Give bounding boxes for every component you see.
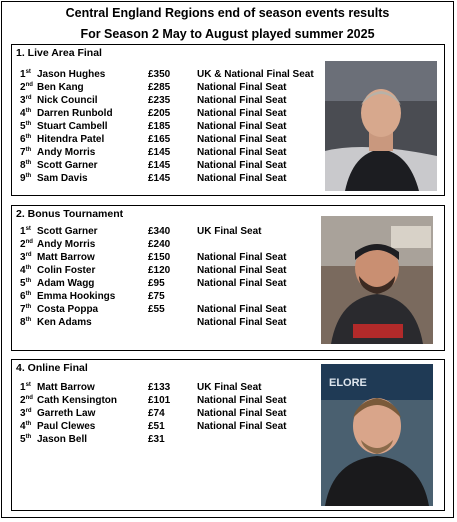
- sign-text: ELORE: [329, 377, 367, 389]
- placing-number: 1: [20, 226, 26, 237]
- placing-number: 5: [20, 278, 26, 289]
- seat-award: National Final Seat: [197, 134, 287, 145]
- placing-number: 1: [20, 382, 26, 393]
- placing-suffix: st: [25, 382, 31, 388]
- prize-amount: £185: [148, 121, 171, 132]
- seat-award: National Final Seat: [197, 160, 287, 171]
- placing-number: 6: [20, 134, 26, 145]
- placing-number: 1: [20, 69, 26, 80]
- player-name: Costa Poppa: [37, 304, 99, 315]
- placing: [20, 278, 38, 289]
- placing: [20, 304, 38, 315]
- prize-amount: £31: [148, 434, 165, 445]
- placing: [20, 226, 38, 237]
- section-live-area-final: [11, 44, 445, 196]
- player-name: Scott Garner: [37, 160, 98, 171]
- placing-suffix: th: [25, 160, 32, 166]
- placing: [20, 317, 38, 328]
- placing-suffix: th: [25, 173, 32, 179]
- seat-award: UK Final Seat: [197, 382, 262, 393]
- player-name: Hitendra Patel: [37, 134, 105, 145]
- placing-suffix: nd: [25, 239, 33, 245]
- player-name: Colin Foster: [37, 265, 96, 276]
- placing: [20, 82, 38, 93]
- prize-amount: £51: [148, 421, 165, 432]
- prize-amount: £165: [148, 134, 171, 145]
- placing-number: 5: [20, 434, 26, 445]
- prize-amount: £120: [148, 265, 171, 276]
- placing-suffix: nd: [25, 82, 33, 88]
- seat-award: National Final Seat: [197, 421, 287, 432]
- section-heading: 2. Bonus Tournament: [16, 208, 124, 220]
- section-heading: 1. Live Area Final: [16, 47, 102, 59]
- placing: [20, 421, 38, 432]
- prize-amount: £133: [148, 382, 171, 393]
- seat-award: UK Final Seat: [197, 226, 262, 237]
- seat-award: National Final Seat: [197, 147, 287, 158]
- placing-number: 3: [20, 252, 26, 263]
- placing-suffix: th: [25, 278, 32, 284]
- prize-amount: £145: [148, 160, 171, 171]
- player-name: Andy Morris: [37, 147, 96, 158]
- winner-photo-online: [321, 364, 433, 506]
- placing-number: 9: [20, 173, 26, 184]
- section-bonus-tournament: [11, 205, 445, 351]
- seat-award: National Final Seat: [197, 121, 287, 132]
- seat-award: National Final Seat: [197, 265, 287, 276]
- player-name: Jason Hughes: [37, 69, 106, 80]
- placing: [20, 108, 38, 119]
- results-page: [1, 1, 454, 518]
- player-name: Scott Garner: [37, 226, 98, 237]
- placing: [20, 291, 38, 302]
- prize-amount: £350: [148, 69, 171, 80]
- prize-amount: £205: [148, 108, 171, 119]
- seat-award: National Final Seat: [197, 395, 287, 406]
- section-heading: 4. Online Final: [16, 362, 88, 374]
- seat-award: National Final Seat: [197, 278, 287, 289]
- prize-amount: £150: [148, 252, 171, 263]
- seat-award: National Final Seat: [197, 304, 287, 315]
- winner-photo-bonus: [321, 216, 433, 344]
- placing-number: 3: [20, 95, 26, 106]
- placing: [20, 395, 38, 406]
- prize-amount: £145: [148, 147, 171, 158]
- seat-award: National Final Seat: [197, 252, 287, 263]
- placing-number: 2: [20, 239, 26, 250]
- player-name: Stuart Cambell: [37, 121, 108, 132]
- seat-award: National Final Seat: [197, 173, 287, 184]
- page-subtitle: For Season 2 May to August played summer 2025: [80, 27, 375, 41]
- placing-suffix: rd: [25, 252, 32, 258]
- prize-amount: £75: [148, 291, 165, 302]
- seat-award: National Final Seat: [197, 82, 287, 93]
- placing-number: 2: [20, 395, 26, 406]
- player-name: Adam Wagg: [37, 278, 95, 289]
- player-name: Cath Kensington: [37, 395, 117, 406]
- player-name: Matt Barrow: [37, 382, 95, 393]
- player-name: Ben Kang: [37, 82, 84, 93]
- placing-number: 3: [20, 408, 26, 419]
- seat-award: National Final Seat: [197, 317, 287, 328]
- placing-suffix: th: [25, 147, 32, 153]
- placing-suffix: th: [25, 421, 32, 427]
- placing: [20, 95, 38, 106]
- player-name: Jason Bell: [37, 434, 88, 445]
- player-name: Matt Barrow: [37, 252, 95, 263]
- placing-suffix: th: [25, 291, 32, 297]
- placing: [20, 69, 38, 80]
- placing-suffix: st: [25, 69, 31, 75]
- placing: [20, 173, 38, 184]
- player-name: Paul Clewes: [37, 421, 96, 432]
- player-name: Darren Runbold: [37, 108, 113, 119]
- placing-number: 8: [20, 160, 26, 171]
- prize-amount: £101: [148, 395, 171, 406]
- placing-suffix: th: [25, 121, 32, 127]
- player-name: Andy Morris: [37, 239, 96, 250]
- placing-suffix: th: [25, 134, 32, 140]
- player-name: Garreth Law: [37, 408, 96, 419]
- placing: [20, 434, 38, 445]
- seat-award: National Final Seat: [197, 408, 287, 419]
- player-name: Emma Hookings: [37, 291, 116, 302]
- prize-amount: £74: [148, 408, 165, 419]
- section-online-final: [11, 359, 445, 511]
- prize-amount: £235: [148, 95, 171, 106]
- placing-number: 6: [20, 291, 26, 302]
- placing-suffix: th: [25, 304, 32, 310]
- placing-suffix: th: [25, 434, 32, 440]
- placing-number: 4: [20, 421, 26, 432]
- prize-amount: £95: [148, 278, 165, 289]
- prize-amount: £145: [148, 173, 171, 184]
- prize-amount: £340: [148, 226, 171, 237]
- placing: [20, 252, 38, 263]
- placing-suffix: rd: [25, 408, 32, 414]
- player-name: Sam Davis: [37, 173, 88, 184]
- placing-number: 4: [20, 108, 26, 119]
- seat-award: National Final Seat: [197, 95, 287, 106]
- placing: [20, 408, 38, 419]
- placing: [20, 382, 38, 393]
- placing-suffix: rd: [25, 95, 32, 101]
- page-title: Central England Regions end of season events results: [65, 6, 390, 20]
- placing: [20, 160, 38, 171]
- placing-suffix: th: [25, 317, 32, 323]
- placing-number: 4: [20, 265, 26, 276]
- prize-amount: £285: [148, 82, 171, 93]
- placing: [20, 147, 38, 158]
- player-name: Ken Adams: [37, 317, 92, 328]
- placing-suffix: th: [25, 108, 32, 114]
- placing-number: 7: [20, 147, 26, 158]
- placing-number: 8: [20, 317, 26, 328]
- prize-amount: £55: [148, 304, 165, 315]
- seat-award: National Final Seat: [197, 108, 287, 119]
- placing: [20, 121, 38, 132]
- prize-amount: £240: [148, 239, 171, 250]
- placing-suffix: st: [25, 226, 31, 232]
- player-name: Nick Council: [37, 95, 98, 106]
- placing: [20, 134, 38, 145]
- placing-number: 2: [20, 82, 26, 93]
- placing: [20, 239, 38, 250]
- placing-suffix: th: [25, 265, 32, 271]
- placing-number: 7: [20, 304, 26, 315]
- seat-award: UK & National Final Seat: [197, 69, 314, 80]
- placing: [20, 265, 38, 276]
- winner-photo-live-final: [325, 61, 437, 191]
- placing-suffix: nd: [25, 395, 33, 401]
- placing-number: 5: [20, 121, 26, 132]
